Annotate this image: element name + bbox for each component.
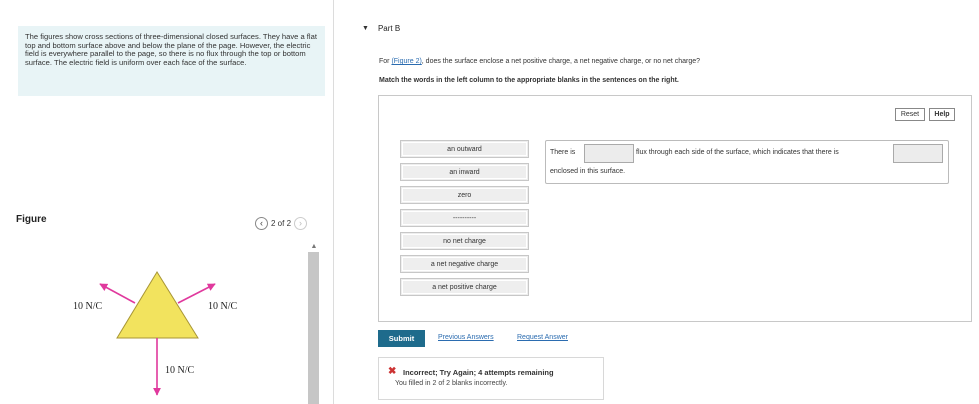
sentence-box xyxy=(545,140,949,184)
field-label-left: 10 N/C xyxy=(73,301,103,312)
answer-blank-2[interactable] xyxy=(893,144,943,163)
figure-pager xyxy=(255,217,307,230)
word-option[interactable]: an inward xyxy=(400,163,529,181)
problem-intro: The figures show cross sections of three-dimensional closed surfaces. They have a flat top and bottom surface above and below the plane of the page. However, the electric field is everywhere parallel to the page, so there is no flux through the top or bottom surface. The electric field is uniform over each face of the surface. xyxy=(18,26,325,96)
word-option[interactable]: a net positive charge xyxy=(400,278,529,296)
field-label-right: 10 N/C xyxy=(208,301,238,312)
next-figure-button[interactable]: › xyxy=(294,217,307,230)
question-text xyxy=(379,58,700,65)
part-title: Part B xyxy=(377,24,401,33)
help-button[interactable]: Help xyxy=(929,108,955,121)
figure-link[interactable]: (Figure 2) xyxy=(391,58,422,65)
field-arrow-left xyxy=(100,284,135,303)
reset-button[interactable]: Reset xyxy=(895,108,925,121)
submit-button[interactable]: Submit xyxy=(378,330,425,347)
answer-blank-1[interactable] xyxy=(584,144,634,163)
sentence-part-2: flux through each side of the surface, which indicates that there is xyxy=(636,149,839,156)
feedback-box xyxy=(378,357,604,400)
request-answer-link[interactable]: Request Answer xyxy=(517,334,568,341)
triangle-surface xyxy=(117,272,198,338)
figure-diagram xyxy=(0,240,305,404)
word-option[interactable]: ---------- xyxy=(400,209,529,227)
question-suffix: , does the surface enclose a net positive charge, a net negative charge, or no net charge? xyxy=(421,58,701,65)
incorrect-x-icon: ✖ xyxy=(388,366,397,377)
sentence-part-1: There is xyxy=(550,149,576,156)
word-option[interactable]: a net negative charge xyxy=(400,255,529,273)
previous-figure-button[interactable]: ‹ xyxy=(255,217,268,230)
matching-panel xyxy=(378,95,972,322)
previous-answers-link[interactable]: Previous Answers xyxy=(438,334,494,341)
pane-divider xyxy=(333,0,334,404)
part-header[interactable] xyxy=(362,24,400,33)
feedback-title: Incorrect; Try Again; 4 attempts remaining xyxy=(403,368,554,377)
figure-label: Figure xyxy=(16,214,47,225)
caret-down-icon[interactable]: ▼ xyxy=(362,25,369,32)
word-option[interactable]: no net charge xyxy=(400,232,529,250)
word-option[interactable]: an outward xyxy=(400,140,529,158)
instruction-text: Match the words in the left column to the appropriate blanks in the sentences on the right. xyxy=(379,77,679,84)
scroll-thumb[interactable] xyxy=(308,252,319,404)
scroll-up-arrow-icon[interactable]: ▲ xyxy=(310,242,318,250)
sentence-part-3: enclosed in this surface. xyxy=(550,168,626,175)
question-prefix: For xyxy=(379,58,392,65)
field-label-bottom: 10 N/C xyxy=(165,365,195,376)
word-option[interactable]: zero xyxy=(400,186,529,204)
figure-page-indicator: 2 of 2 xyxy=(271,219,292,228)
feedback-detail: You filled in 2 of 2 blanks incorrectly. xyxy=(395,380,508,387)
figure-scrollbar[interactable] xyxy=(307,240,321,404)
